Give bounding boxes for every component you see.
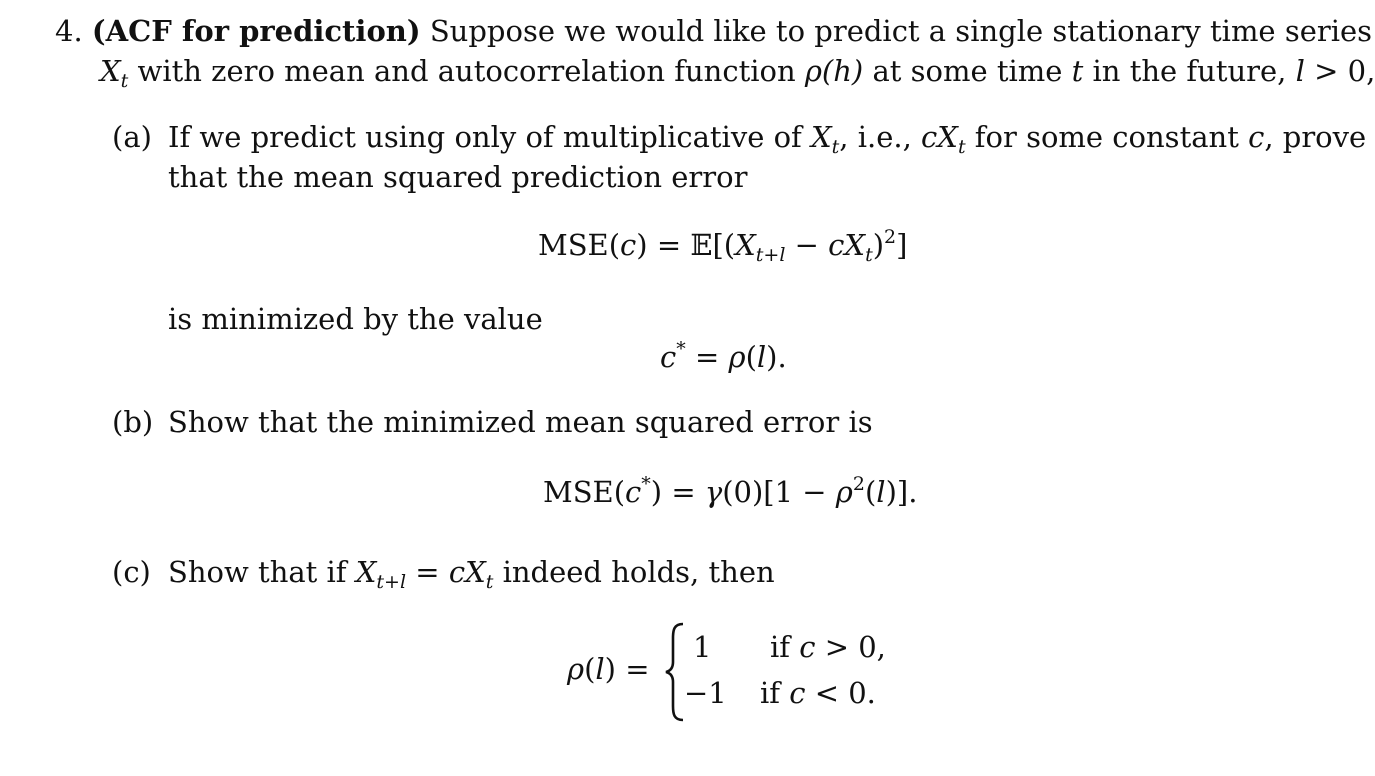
text: MSE( — [538, 228, 621, 262]
c-star-result — [660, 340, 787, 374]
text: − — [785, 228, 829, 262]
text: If we predict using only of multiplicative of — [168, 120, 811, 154]
text: for some constant — [965, 120, 1249, 154]
var-X: X — [811, 120, 832, 154]
var-c: c — [625, 475, 642, 509]
var-X: X — [355, 555, 377, 589]
var-c: c — [1248, 120, 1265, 154]
text: if — [760, 676, 790, 710]
part-a-line1 — [168, 120, 1367, 158]
sup: * — [641, 473, 651, 495]
text: ) — [872, 228, 885, 262]
text: ( — [584, 652, 596, 686]
var-t: t — [1071, 54, 1084, 88]
rho: ρ — [728, 340, 746, 374]
sup: 2 — [852, 473, 865, 495]
var-c: c — [620, 228, 637, 262]
var-c: c — [789, 676, 806, 710]
text: ( — [864, 475, 877, 509]
text: (0)[1 − — [722, 475, 836, 509]
text: in the future, — [1083, 54, 1296, 88]
var-l: l — [876, 475, 886, 509]
var-c: c — [921, 120, 938, 154]
rho: ρ — [835, 475, 853, 509]
text: [( — [712, 228, 736, 262]
case1-condition — [770, 630, 886, 664]
case2-value: −1 — [684, 676, 727, 710]
problem-number: 4. — [55, 14, 83, 48]
rho: ρ — [567, 652, 585, 686]
case2-condition — [760, 676, 876, 710]
var-c: c — [828, 228, 845, 262]
text: ] — [896, 228, 908, 262]
text: ) = — [604, 652, 650, 686]
text: with zero mean and autocorrelation function — [128, 54, 805, 88]
text: MSE( — [543, 475, 626, 509]
sub-t: t — [120, 70, 129, 92]
sub: t+l — [376, 571, 407, 593]
var-X: X — [100, 54, 121, 88]
var-X: X — [937, 120, 958, 154]
sub: t+l — [755, 244, 786, 266]
min-mse-equation — [543, 475, 917, 509]
text: Show that if — [168, 555, 356, 589]
text: , i.e., — [839, 120, 922, 154]
text: = — [685, 340, 729, 374]
part-a-label: (a) — [112, 120, 152, 154]
sub: t — [865, 244, 873, 266]
var-l: l — [595, 652, 605, 686]
problem-line2 — [100, 54, 1375, 92]
problem-title: (ACF for prediction) — [91, 14, 421, 48]
sub: t — [485, 571, 494, 593]
problem-intro: Suppose we would like to predict a single stationary time series — [429, 14, 1373, 48]
sup: 2 — [884, 226, 897, 248]
text: < 0. — [805, 676, 876, 710]
rho-h: ρ(h) — [804, 54, 864, 88]
problem-header — [55, 14, 1372, 48]
part-a-line2: that the mean squared prediction error — [168, 160, 748, 194]
var-l: l — [1295, 54, 1305, 88]
part-b-text: Show that the minimized mean squared error is — [168, 405, 873, 439]
text: > 0, — [1304, 54, 1375, 88]
text: indeed holds, then — [493, 555, 775, 589]
var-X: X — [844, 228, 866, 262]
expectation-symbol: 𝔼 — [690, 228, 713, 262]
case1-value: 1 — [693, 630, 712, 664]
part-a-after: is minimized by the value — [168, 302, 543, 336]
var-c: c — [660, 340, 677, 374]
var-c: c — [799, 630, 816, 664]
var-X: X — [735, 228, 756, 262]
text: )]. — [885, 475, 918, 509]
text: , prove — [1264, 120, 1367, 154]
var-c: c — [448, 555, 466, 589]
text: ( — [745, 340, 757, 374]
text: ). — [766, 340, 787, 374]
gamma: γ — [704, 475, 723, 509]
text: ) = — [650, 475, 705, 509]
text: at some time — [863, 54, 1072, 88]
part-b-label: (b) — [112, 405, 154, 439]
part-c-label: (c) — [112, 555, 151, 589]
sub-t: t — [831, 136, 840, 158]
var-l: l — [756, 340, 767, 374]
var-X: X — [465, 555, 486, 589]
mse-equation — [538, 226, 908, 266]
text: > 0, — [815, 630, 886, 664]
left-brace-icon — [664, 622, 686, 722]
piecewise-lhs — [567, 652, 650, 686]
part-c-text — [168, 555, 775, 593]
text: if — [770, 630, 800, 664]
sub-t: t — [957, 136, 966, 158]
text: = — [406, 555, 449, 589]
sup: * — [676, 338, 686, 360]
text: ) = — [636, 228, 691, 262]
